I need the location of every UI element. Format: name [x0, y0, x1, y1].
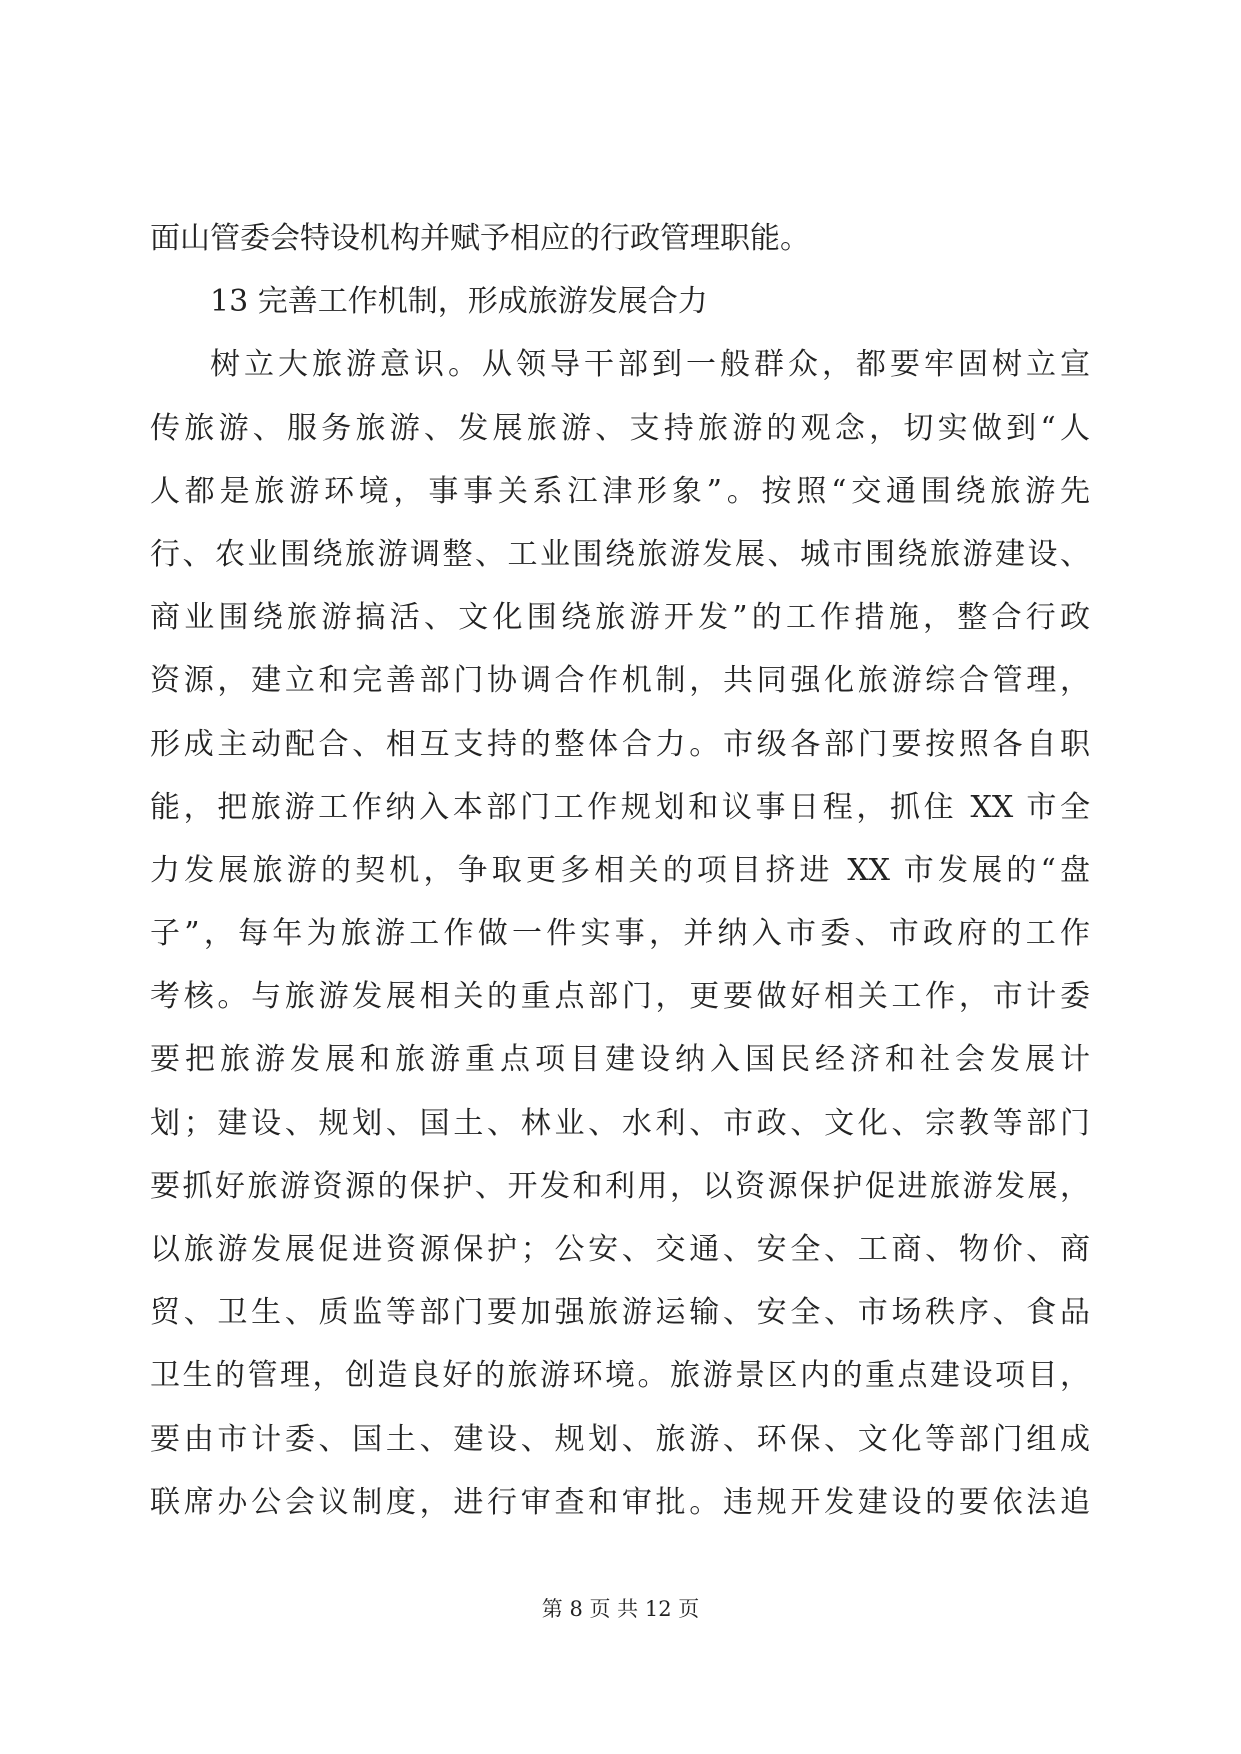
- paragraph-line: 人都是旅游环境，事事关系江津形象”。按照“交通围绕旅游先: [150, 473, 1090, 509]
- paragraph-line: 要把旅游发展和旅游重点项目建设纳入国民经济和社会发展计: [150, 1042, 1090, 1078]
- paragraph-line: 力发展旅游的契机，争取更多相关的项目挤进 XX 市发展的“盘: [150, 852, 1090, 888]
- paragraph-line: 卫生的管理，创造良好的旅游环境。旅游景区内的重点建设项目，: [150, 1358, 1090, 1394]
- paragraph-line: 资源，建立和完善部门协调合作机制，共同强化旅游综合管理，: [150, 663, 1090, 699]
- paragraph-line: 联席办公会议制度，进行审查和审批。违规开发建设的要依法追: [150, 1484, 1090, 1520]
- paragraph-line: 行、农业围绕旅游调整、工业围绕旅游发展、城市围绕旅游建设、: [150, 536, 1090, 572]
- paragraph-line: 要抓好旅游资源的保护、开发和利用，以资源保护促进旅游发展，: [150, 1168, 1090, 1204]
- paragraph-line: 子”，每年为旅游工作做一件实事，并纳入市委、市政府的工作: [150, 916, 1090, 952]
- document-body: [150, 207, 1090, 1534]
- paragraph-line: 考核。与旅游发展相关的重点部门，更要做好相关工作，市计委: [150, 979, 1090, 1015]
- paragraph-line: 以旅游发展促进资源保护；公安、交通、安全、工商、物价、商: [150, 1232, 1090, 1267]
- paragraph-line: 划；建设、规划、国土、林业、水利、市政、文化、宗教等部门: [150, 1105, 1090, 1141]
- paragraph-line: 形成主动配合、相互支持的整体合力。市级各部门要按照各自职: [150, 726, 1090, 762]
- page-number-footer: 第 8 页 共 12 页: [541, 1597, 700, 1621]
- paragraph-line: 要由市计委、国土、建设、规划、旅游、环保、文化等部门组成: [150, 1421, 1090, 1457]
- paragraph-line: 贸、卫生、质监等部门要加强旅游运输、安全、市场秩序、食品: [150, 1295, 1090, 1331]
- section-heading: 13 完善工作机制，形成旅游发展合力: [210, 284, 708, 320]
- paragraph-line: 传旅游、服务旅游、发展旅游、支持旅游的观念，切实做到“人: [150, 410, 1090, 446]
- paragraph-line: 树立大旅游意识。从领导干部到一般群众，都要牢固树立宣: [210, 347, 1090, 383]
- paragraph-line: 商业围绕旅游搞活、文化围绕旅游开发”的工作措施，整合行政: [150, 600, 1090, 636]
- paragraph-line: 面山管委会特设机构并赋予相应的行政管理职能。: [150, 221, 810, 256]
- paragraph-line: 能，把旅游工作纳入本部门工作规划和议事日程，抓住 XX 市全: [150, 789, 1090, 825]
